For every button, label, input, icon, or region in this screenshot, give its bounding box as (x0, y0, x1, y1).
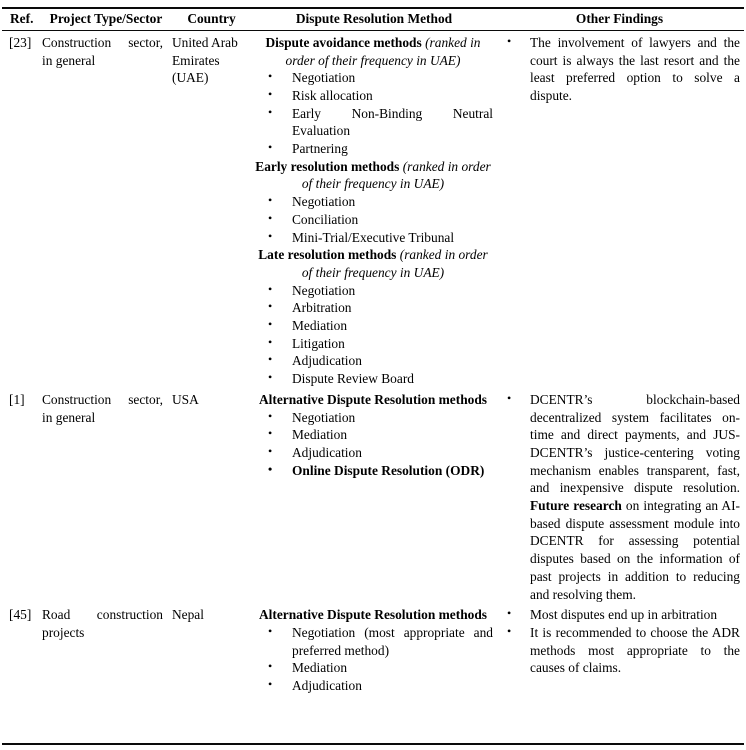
bullet-icon: • (268, 140, 273, 155)
country-cell: Nepal (172, 607, 204, 623)
bullet-icon: • (268, 334, 273, 349)
header-row (2, 9, 744, 30)
bullet-icon: • (268, 624, 273, 638)
finding-item (495, 391, 740, 603)
method-group-heading-italic: (ranked in order of their frequency in UAE) (285, 34, 481, 68)
method-item: • Mediation (268, 426, 348, 443)
method-item: • Risk allocation (268, 86, 373, 103)
ref-cell: [1] (9, 391, 25, 407)
header-dispute-resolution-method: Dispute Resolution Method (253, 9, 495, 30)
finding-text: DCENTR’s blockchain-based decentralized system facilitates on-time and direct payments, and JUS-DCENTR’s justice-centering voting mechanism enables transparent, fast, and inexpensive dispute resolution. (530, 391, 740, 496)
bullet-icon: • (268, 86, 273, 101)
method-item: • Early Non-Binding Neutral Evaluation (268, 104, 493, 139)
table-body (2, 30, 744, 695)
method-group-heading-bold: Dispute avoidance methods (265, 34, 422, 50)
header-country: Country (170, 9, 253, 30)
finding-text: Future research (530, 498, 622, 514)
method-item: • Negotiation (268, 408, 356, 425)
bullet-icon: • (268, 193, 273, 208)
project-cell: Construction sector, in general (42, 34, 163, 68)
bullet-icon: • (268, 461, 273, 476)
method-group-heading (253, 246, 493, 281)
project-cell: Road construction projects (42, 607, 163, 640)
methods-cell (253, 388, 495, 603)
method-item: • Online Dispute Resolution (ODR) (268, 461, 485, 478)
method-item: • Mediation (268, 659, 348, 676)
method-item: • Dispute Review Board (268, 370, 414, 387)
finding-text: The involvement of lawyers and the court is always the last resort and the least preferred option to solve a dispute. (530, 34, 740, 103)
dispute-resolution-table (2, 9, 744, 695)
finding-item (495, 606, 740, 624)
ref-cell: [23] (9, 34, 32, 50)
project-cell: Construction sector, in general (42, 391, 163, 425)
bullet-icon: • (268, 426, 273, 441)
country-cell: United Arab Emirates (UAE) (172, 34, 238, 86)
method-group-heading-bold: Alternative Dispute Resolution methods (258, 391, 487, 407)
method-item: • Mediation (268, 317, 348, 334)
method-item: • Adjudication (268, 443, 362, 460)
method-group-heading-bold: Early resolution methods (255, 158, 400, 174)
method-group-heading (253, 391, 493, 409)
bullet-icon: • (268, 104, 273, 119)
method-item: • Negotiation (268, 281, 356, 298)
bullet-icon: • (268, 228, 273, 243)
bullet-icon: • (268, 352, 273, 367)
method-item: • Adjudication (268, 677, 362, 694)
method-item: • Partnering (268, 140, 348, 157)
methods-cell (253, 603, 495, 695)
bullet-icon: • (507, 606, 512, 621)
method-group-heading-bold: Alternative Dispute Resolution methods (258, 607, 487, 623)
methods-cell (253, 30, 495, 388)
bullet-icon: • (268, 677, 273, 692)
method-item: • Arbitration (268, 299, 352, 316)
method-group-heading-italic: (ranked in order of their frequency in UAE) (301, 158, 491, 192)
header-ref: Ref. (2, 9, 42, 30)
method-item: • Litigation (268, 334, 345, 351)
bullet-icon: • (268, 370, 273, 385)
method-item: • Negotiation (268, 69, 356, 86)
method-item: • Negotiation (most appropriate and preferred method) (268, 624, 493, 658)
table-container (2, 7, 744, 745)
bullet-icon: • (268, 281, 273, 296)
method-item: • Conciliation (268, 210, 359, 227)
bullet-icon: • (268, 659, 273, 674)
bullet-icon: • (268, 299, 273, 314)
finding-text: on integrating an AI-based dispute assessment module into DCENTR for assessing potential disputes based on the information of past projects in addition to reducing and resolving them. (530, 498, 740, 602)
method-group-heading (253, 606, 493, 624)
findings-cell (495, 603, 744, 695)
header-project-type-sector: Project Type/Sector (42, 9, 170, 30)
bullet-icon: • (507, 390, 512, 405)
bullet-icon: • (268, 69, 273, 84)
method-group-heading-bold: Late resolution methods (258, 247, 397, 263)
method-group-heading-italic: (ranked in order of their frequency in UAE) (301, 247, 488, 280)
ref-cell: [45] (9, 607, 32, 623)
finding-item (495, 34, 740, 105)
bullet-icon: • (268, 210, 273, 225)
bullet-icon: • (268, 317, 273, 332)
table-row (2, 603, 744, 695)
finding-text: It is recommended to choose the ADR methods most appropriate to the causes of claims. (530, 625, 740, 676)
table-row (2, 30, 744, 388)
header-other-findings: Other Findings (495, 9, 744, 30)
findings-cell (495, 30, 744, 388)
findings-cell (495, 388, 744, 603)
bullet-icon: • (507, 33, 512, 48)
method-group-heading (253, 158, 493, 193)
bullet-icon: • (507, 624, 512, 638)
bullet-icon: • (268, 443, 273, 458)
country-cell: USA (172, 391, 199, 407)
method-item: • Negotiation (268, 193, 356, 210)
bullet-icon: • (268, 408, 273, 423)
method-item: • Adjudication (268, 352, 362, 369)
method-group-heading (253, 34, 493, 69)
method-item: • Mini-Trial/Executive Tribunal (268, 228, 455, 245)
finding-item (495, 624, 740, 677)
table-row (2, 388, 744, 603)
finding-text: Most disputes end up in arbitration (530, 607, 718, 623)
